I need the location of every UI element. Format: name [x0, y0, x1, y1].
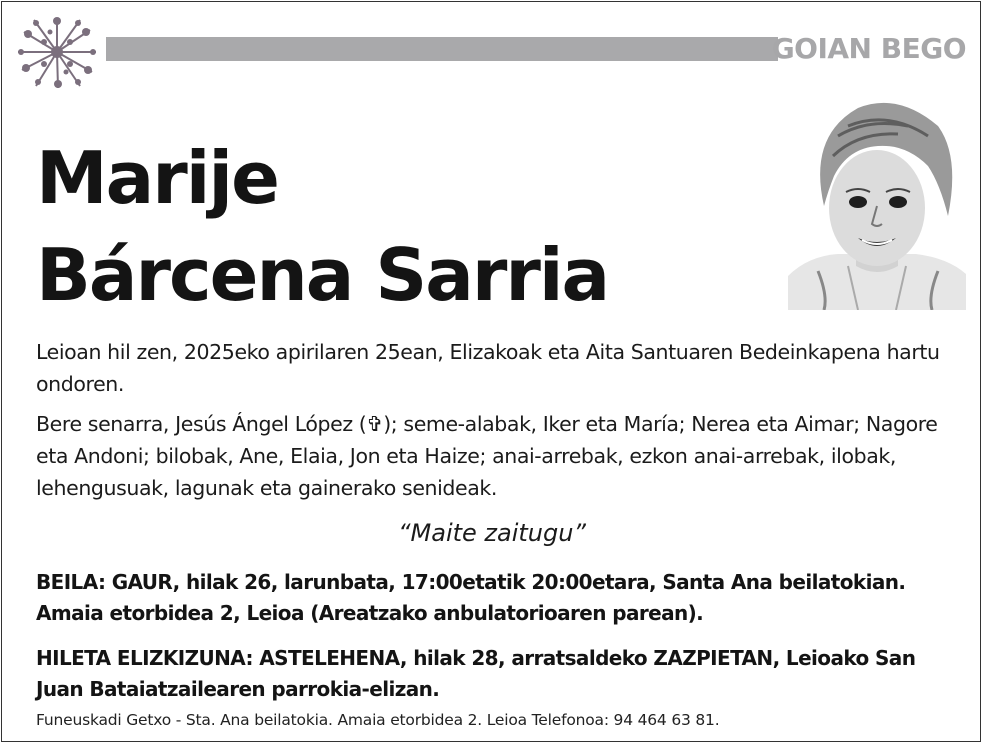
family-list-end: ); seme-alabak, Iker eta María; Nerea eta Aimar; Nagore eta Andoni; bilobak, Ane, Elaia, Jon eta Haize; anai-arrebak, ezkon anai-arrebak, ilobak, lehengusuak, lagunak eta gainerako senideak.: [36, 412, 938, 500]
name-first-line: Marije: [36, 136, 278, 220]
funeral-home-footer: Funeuskadi Getxo - Sta. Ana beilatokia. Amaia etorbidea 2. Leioa Telefonoa: 94 464 63 81.: [36, 711, 720, 729]
name-second-line: Bárcena Sarria: [36, 233, 609, 317]
farewell-quote: “Maite zaitugu”: [398, 519, 586, 547]
portrait-photo: [788, 96, 966, 310]
death-notice: Leioan hil zen, 2025eko apirilaren 25ean, Elizakoak eta Aita Santuaren Bedeinkapena hartu ondoren.: [36, 340, 940, 396]
family-list-start: Bere senarra, Jesús Ángel López (: [36, 412, 367, 436]
cross-symbol: ✞: [366, 412, 384, 436]
funeral-info: HILETA ELIZKIZUNA: ASTELEHENA, hilak 28, arratsaldeko ZAZPIETAN, Leioako San Juan Bataiatzailearen parrokia-elizan.: [36, 646, 916, 701]
wake-info: BEILA: GAUR, hilak 26, larunbata, 17:00etatik 20:00etara, Santa Ana beilatokian. Amaia etorbidea 2, Leioa (Areatzako anbulatorioaren parean).: [36, 570, 906, 625]
flower-icon: [14, 12, 100, 92]
family-list: [36, 408, 956, 504]
deceased-name: [36, 130, 608, 324]
section-label: GOIAN BEGO: [771, 32, 966, 65]
header-divider-bar: [106, 37, 778, 61]
